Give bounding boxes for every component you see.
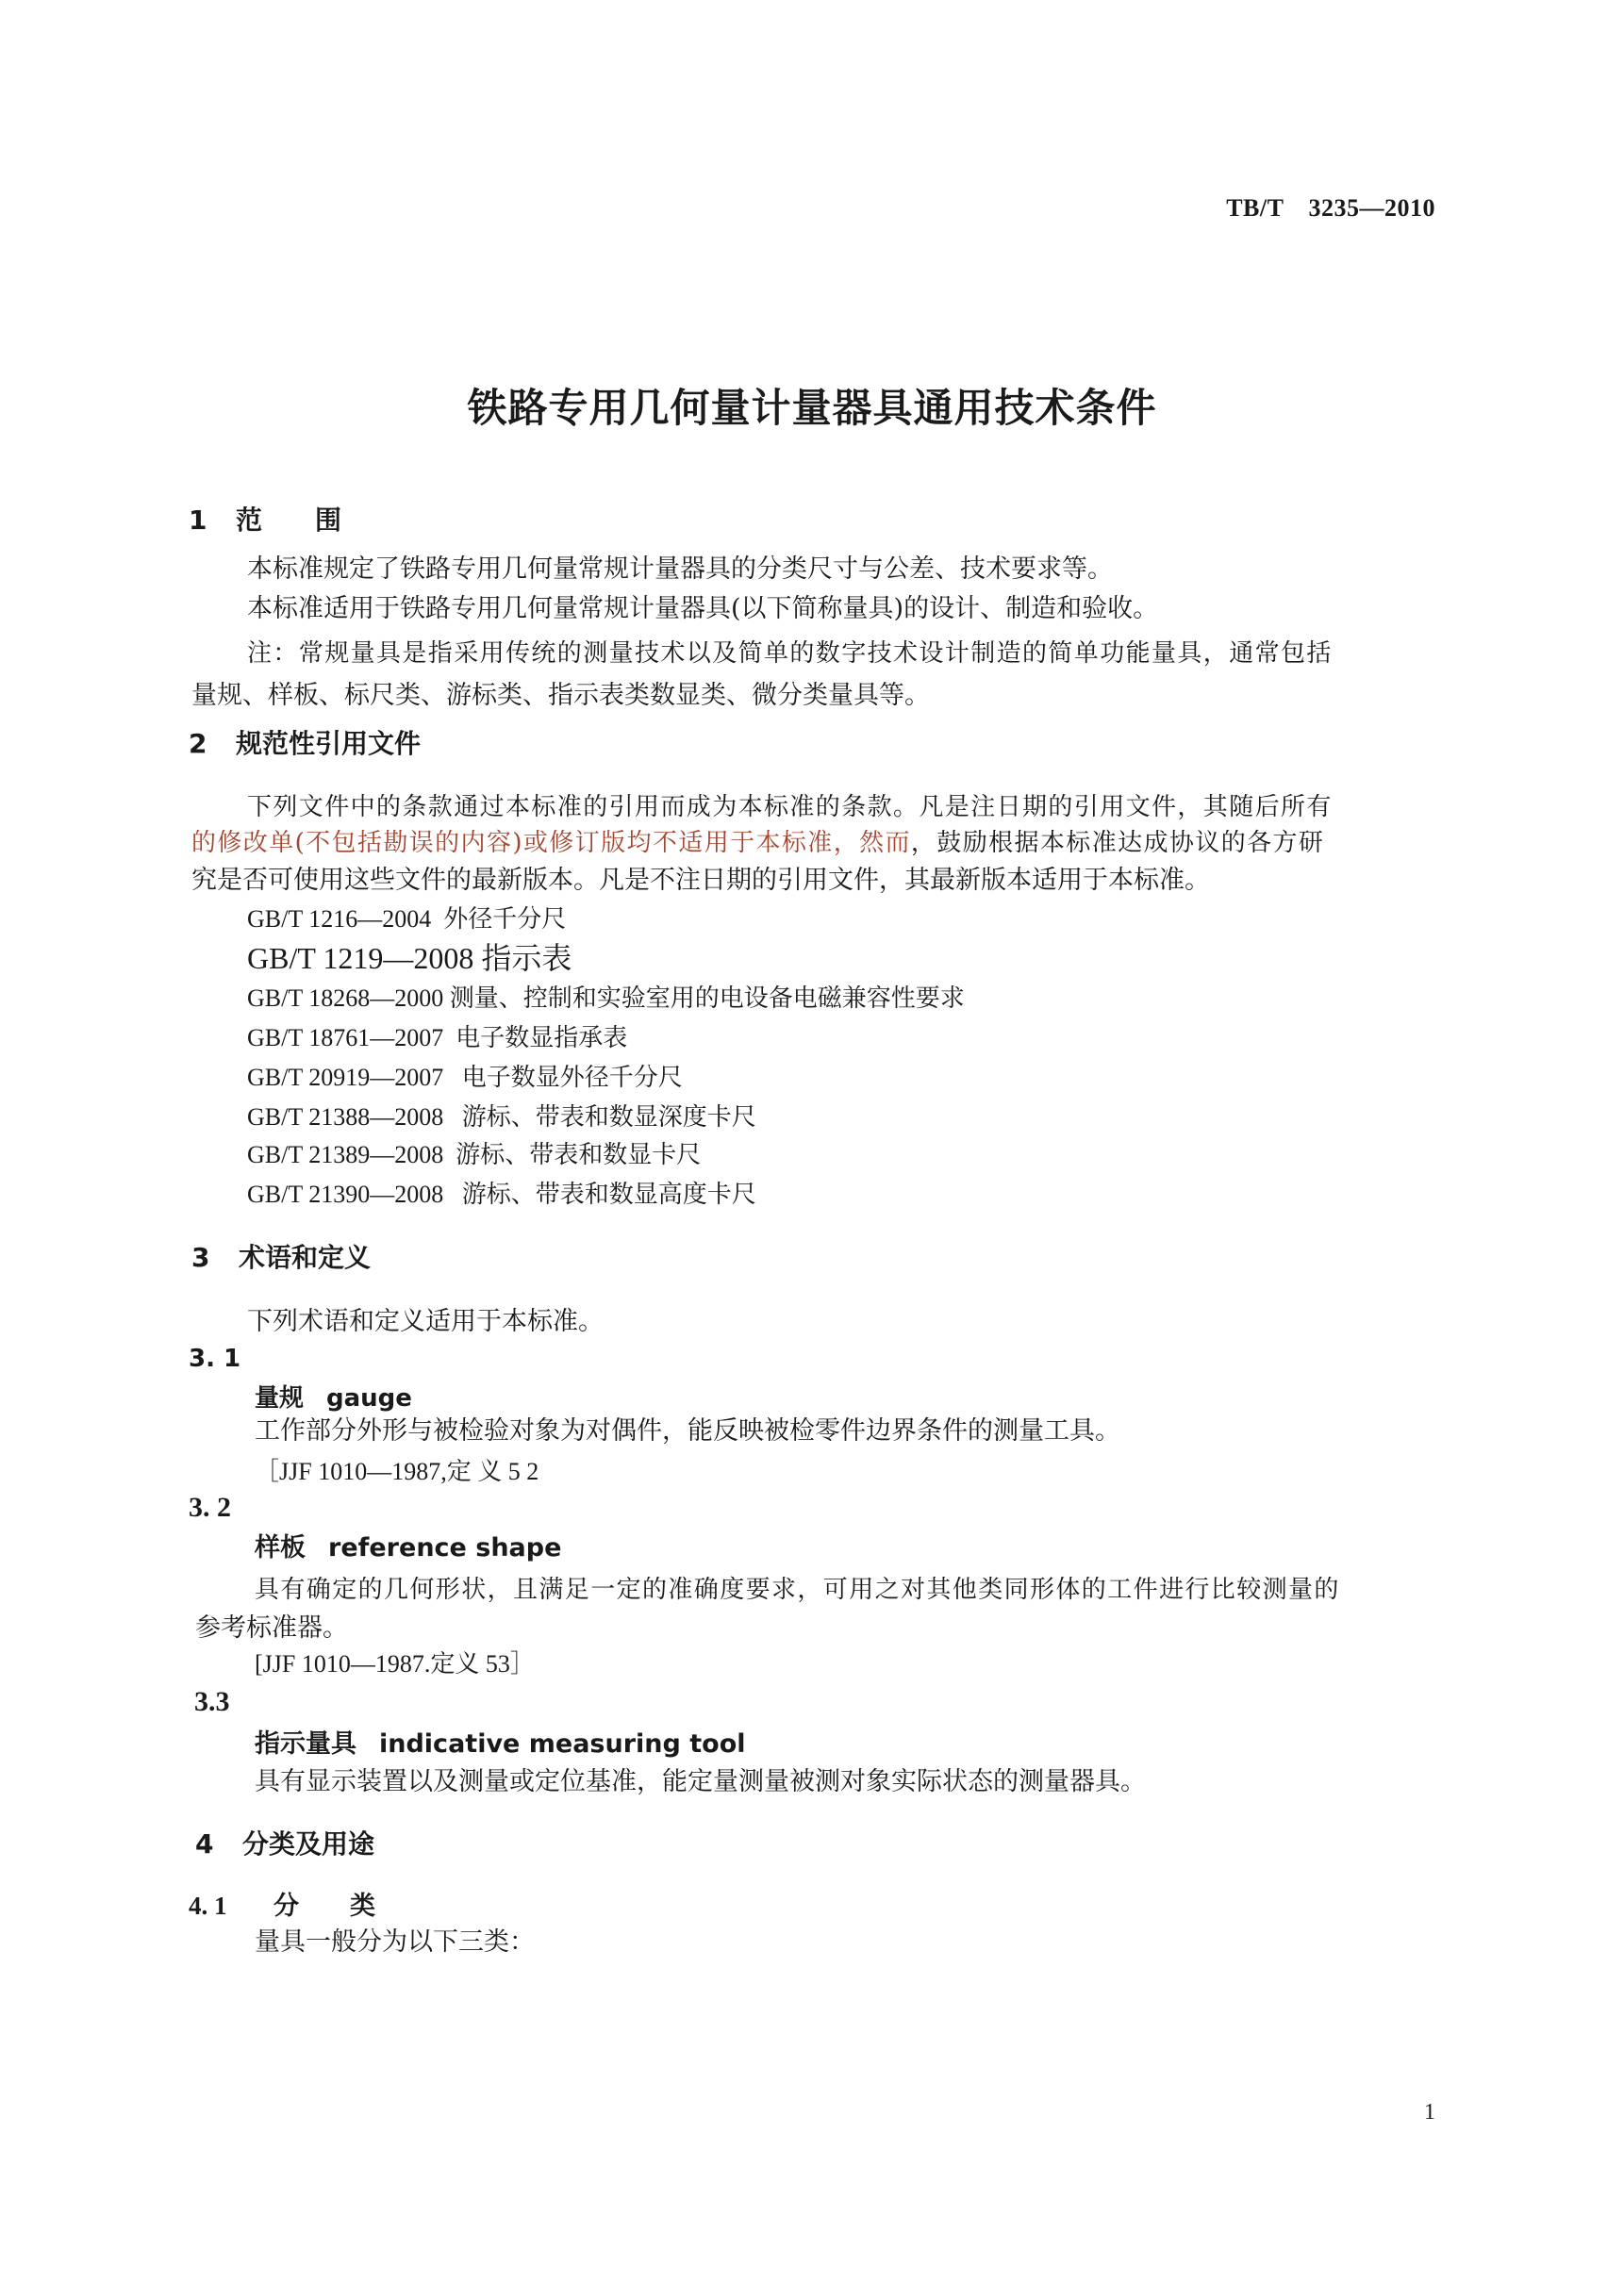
- reference-code: GB/T 21388—2008: [247, 1103, 444, 1131]
- term-source: [JJF 1010—1987.定义 53］: [255, 1650, 535, 1678]
- paragraph: 本标准适用于铁路专用几何量常规计量器具(以下简称量具)的设计、制造和验收。: [247, 594, 1159, 623]
- term-definition: 具有显示装置以及测量或定位基准，能定量测量被测对象实际状态的测量器具。: [255, 1767, 1146, 1796]
- term-definition-line: 具有确定的几何形状，且满足一定的准确度要求，可用之对其他类同形体的工件进行比较测量的: [255, 1576, 1340, 1604]
- reference-code: GB/T 18761—2007: [247, 1024, 444, 1051]
- section-title: 术语和定义: [239, 1242, 372, 1273]
- term-heading: [255, 1386, 412, 1411]
- subsection-title: 分 类: [273, 1892, 375, 1921]
- paragraph: 量具一般分为以下三类：: [255, 1927, 535, 1957]
- reference-name: 测量、控制和实验室用的电设备电磁兼容性要求: [449, 984, 965, 1012]
- reference-item: [247, 1105, 756, 1130]
- reference-code: GB/T 1216—2004: [247, 905, 432, 933]
- term-en: gauge: [326, 1384, 412, 1413]
- note-line: 注：常规量具是指采用传统的测量技术以及简单的数字技术设计制造的简单功能量具，通常包括: [247, 639, 1333, 668]
- section-1-heading: [189, 504, 342, 536]
- term-number: 3.3: [194, 1686, 230, 1717]
- reference-item: [247, 1143, 701, 1167]
- reference-name: 指示表: [481, 941, 572, 975]
- term-cn: 量规: [255, 1384, 305, 1413]
- paragraph-line: 究是否可使用这些文件的最新版本。凡是不注日期的引用文件，其最新版本适用于本标准。: [191, 866, 1210, 895]
- paragraph-text: ，鼓励根据本标准达成协议的各方研: [910, 829, 1325, 857]
- document-title: 铁路专用几何量计量器具通用技术条件: [467, 385, 1157, 431]
- reference-name: 电子数显外径千分尺: [461, 1064, 683, 1091]
- note-line: 量规、样板、标尺类、游标类、指示表类数显类、微分类量具等。: [191, 681, 930, 710]
- section-3-heading: [191, 1242, 372, 1273]
- paragraph: 本标准规定了铁路专用几何量常规计量器具的分类尺寸与公差、技术要求等。: [247, 554, 1113, 584]
- section-number: 2: [189, 728, 207, 759]
- term-number: 3. 2: [189, 1492, 231, 1523]
- term-definition: 工作部分外形与被检验对象为对偶件，能反映被检零件边界条件的测量工具。: [255, 1416, 1120, 1446]
- reference-name: 游标、带表和数显深度卡尺: [461, 1103, 756, 1131]
- section-2-heading: [189, 728, 422, 759]
- section-number: 4: [195, 1828, 214, 1860]
- reference-item: [247, 943, 572, 973]
- section-number: 3: [191, 1242, 210, 1273]
- reference-name: 游标、带表和数显卡尺: [456, 1141, 702, 1168]
- reference-name: 外径千分尺: [443, 905, 567, 933]
- section-number: 1: [189, 504, 207, 536]
- term-heading: [255, 1731, 746, 1757]
- term-cn: 指示量具: [255, 1729, 356, 1759]
- reference-item: [247, 1066, 683, 1090]
- standard-code-header: TB/T 3235—2010: [1226, 194, 1435, 222]
- reference-name: 游标、带表和数显高度卡尺: [461, 1181, 756, 1208]
- paragraph: 下列术语和定义适用于本标准。: [247, 1307, 604, 1336]
- section-title: 分类及用途: [242, 1828, 375, 1860]
- reference-code: GB/T 21389—2008: [247, 1141, 444, 1168]
- subsection-number: 4. 1: [189, 1892, 227, 1920]
- term-number: 3. 1: [189, 1345, 241, 1373]
- section-4-heading: [195, 1828, 375, 1860]
- reference-item: [247, 986, 965, 1011]
- page-number: 1: [1424, 2100, 1435, 2125]
- section-title: 范 围: [236, 504, 342, 536]
- reference-code: GB/T 18268—2000: [247, 984, 444, 1012]
- reference-code: GB/T 20919—2007: [247, 1064, 444, 1091]
- paragraph-line: [191, 831, 1324, 855]
- term-heading: [255, 1535, 561, 1561]
- term-source: ［JJF 1010—1987,定 义 5 2: [255, 1458, 539, 1485]
- section-title: 规范性引用文件: [236, 728, 422, 759]
- subsection-heading: [189, 1893, 375, 1919]
- term-en: reference shape: [328, 1533, 562, 1563]
- reference-item: [247, 1026, 627, 1050]
- term-definition-line: 参考标准器。: [195, 1613, 348, 1643]
- reference-item: [247, 1182, 756, 1207]
- paragraph-line: 下列文件中的条款通过本标准的引用而成为本标准的条款。凡是注日期的引用文件，其随后所有: [247, 793, 1333, 821]
- reference-code: GB/T 1219—2008: [247, 941, 474, 975]
- highlighted-text: 的修改单(不包括勘误的内容)或修订版均不适用于本标准，然而: [191, 829, 911, 857]
- reference-name: 电子数显指承表: [456, 1024, 628, 1051]
- term-en: indicative measuring tool: [379, 1729, 746, 1759]
- term-cn: 样板: [255, 1533, 306, 1563]
- reference-code: GB/T 21390—2008: [247, 1181, 444, 1208]
- reference-item: [247, 907, 566, 932]
